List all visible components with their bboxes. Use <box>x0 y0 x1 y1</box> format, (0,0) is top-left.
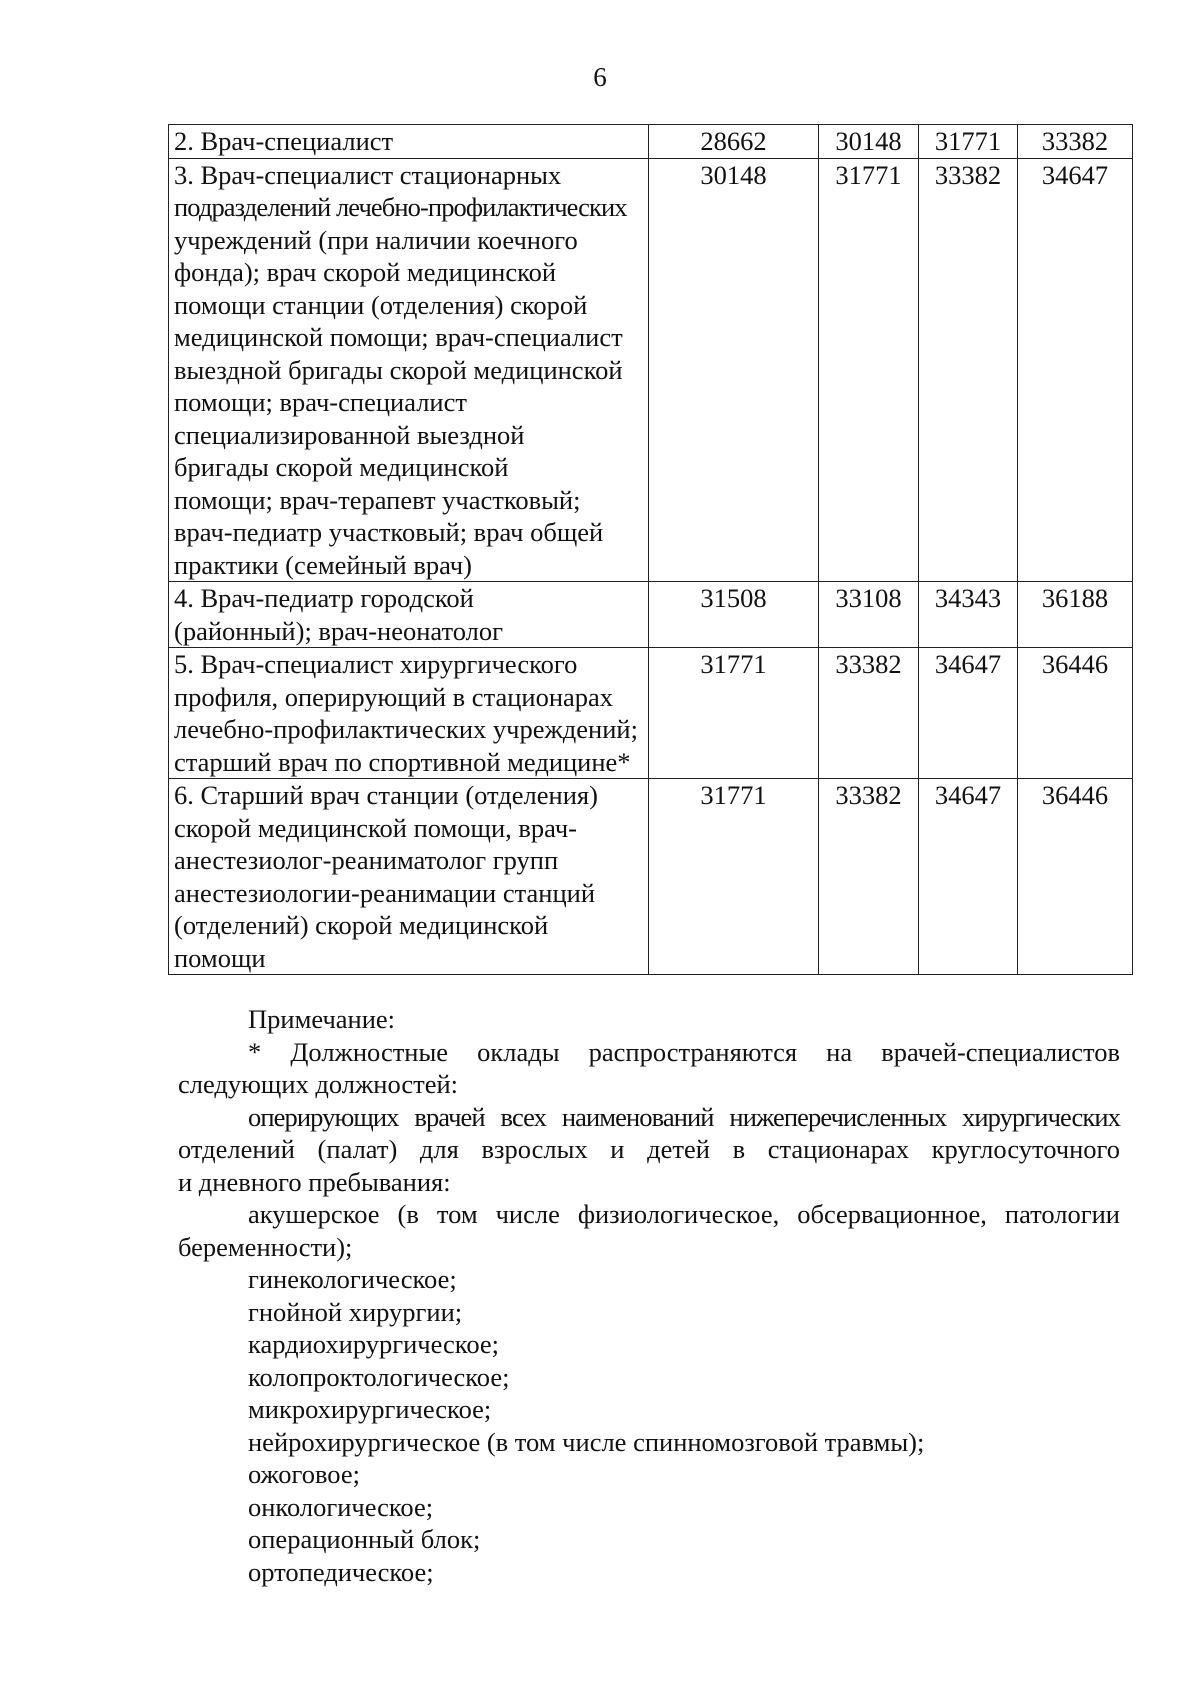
department-list-item: колопроктологическое; <box>248 1361 510 1392</box>
position-name-line: старший врач по спортивной медицине* <box>174 746 631 777</box>
position-name-line: 6. Старший врач станции (отделения) <box>174 780 598 810</box>
salary-value-cell: 33382 <box>919 158 1018 582</box>
department-list-item: микрохирургическое; <box>248 1394 492 1424</box>
table-row <box>169 125 1133 159</box>
salary-table <box>168 124 1133 975</box>
position-name-cell <box>169 648 649 779</box>
salary-value-cell: 34647 <box>1018 158 1133 582</box>
department-list-item: онкологическое; <box>248 1491 434 1522</box>
position-name-line: врач-педиатр участковый; врач общей <box>174 517 604 547</box>
salary-table-body <box>169 125 1133 975</box>
salary-value-cell: 30148 <box>649 158 819 582</box>
position-name-line: фонда); врач скорой медицинской <box>174 257 557 287</box>
position-name-line: анестезиологии-реанимации станций <box>174 877 596 908</box>
position-name-line: помощи <box>174 942 266 973</box>
salary-value-cell: 34647 <box>919 648 1018 779</box>
position-name-line: бригады скорой медицинской <box>174 452 509 482</box>
salary-value-cell: 36188 <box>1018 582 1133 648</box>
department-list-item: кардиохирургическое; <box>248 1329 500 1359</box>
note-line: беременности); <box>178 1231 353 1262</box>
position-name-line: помощи станции (отделения) скорой <box>174 289 588 320</box>
salary-value-cell: 33108 <box>819 582 919 648</box>
note-line: отделений (палат) для взрослых и детей в стационарах круглосуточного <box>178 1134 1120 1164</box>
position-name-line: подразделений лечебно-профилактических <box>174 192 627 222</box>
position-name-line: выездной бригады скорой медицинской <box>174 354 623 385</box>
table-row <box>169 158 1133 582</box>
salary-value-cell: 31771 <box>649 779 819 975</box>
position-name-line: помощи; врач-терапевт участковый; <box>174 484 581 515</box>
position-name-cell <box>169 125 649 159</box>
position-name-line: специализированной выездной <box>174 419 525 450</box>
department-list-item: ожоговое; <box>248 1459 360 1489</box>
salary-value-cell: 33382 <box>819 779 919 975</box>
salary-value-cell: 34343 <box>919 582 1018 648</box>
table-row <box>169 582 1133 648</box>
position-name-line: помощи; врач-специалист <box>174 387 467 417</box>
page-number: 6 <box>593 62 607 92</box>
department-list-item: гнойной хирургии; <box>248 1296 463 1327</box>
position-name-cell <box>169 779 649 975</box>
salary-value-cell: 36446 <box>1018 648 1133 779</box>
position-name-line: медицинской помощи; врач-специалист <box>174 322 623 352</box>
note-line: акушерское (в том числе физиологическое, обсервационное, патологии <box>248 1199 1120 1229</box>
position-name-line: (отделений) скорой медицинской <box>174 910 549 940</box>
salary-value-cell: 36446 <box>1018 779 1133 975</box>
note-line: следующих должностей: <box>178 1069 459 1099</box>
salary-value-cell: 28662 <box>649 125 819 159</box>
salary-value-cell: 31771 <box>819 158 919 582</box>
position-name-line: 5. Врач-специалист хирургического <box>174 649 578 679</box>
note-line: и дневного пребывания: <box>178 1166 451 1197</box>
salary-value-cell: 30148 <box>819 125 919 159</box>
position-name-line: скорой медицинской помощи, врач- <box>174 812 577 843</box>
salary-value-cell: 31771 <box>919 125 1018 159</box>
position-name-line: 4. Врач-педиатр городской <box>174 583 474 613</box>
note-line: * Должностные оклады распространяются на врачей-специалистов <box>248 1036 1120 1067</box>
salary-value-cell: 33382 <box>1018 125 1133 159</box>
position-name-line: практики (семейный врач) <box>174 549 472 580</box>
note-section <box>178 1003 1120 1588</box>
position-name-cell <box>169 158 649 582</box>
position-name-line: 2. Врач-специалист <box>174 126 394 156</box>
position-name-line: профиля, оперирующий в стационарах <box>174 681 614 712</box>
salary-value-cell: 31771 <box>649 648 819 779</box>
position-name-line: учреждений (при наличии коечного <box>174 224 578 255</box>
position-name-cell <box>169 582 649 648</box>
table-row <box>169 779 1133 975</box>
department-list-item: гинекологическое; <box>248 1264 457 1294</box>
salary-value-cell: 31508 <box>649 582 819 648</box>
department-list <box>178 1263 1120 1588</box>
department-list-item: ортопедическое; <box>248 1556 434 1587</box>
position-name-line: 3. Врач-специалист стационарных <box>174 159 562 190</box>
department-list-item: нейрохирургическое (в том числе спинномозговой травмы); <box>248 1426 925 1457</box>
note-heading: Примечание: <box>248 1004 396 1034</box>
position-name-line: (районный); врач-неонатолог <box>174 615 503 646</box>
salary-value-cell: 33382 <box>819 648 919 779</box>
salary-value-cell: 34647 <box>919 779 1018 975</box>
note-line: оперирующих врачей всех наименований нижеперечисленных хирургических <box>248 1101 1120 1132</box>
position-name-line: анестезиолог-реаниматолог групп <box>174 845 559 875</box>
table-row <box>169 648 1133 779</box>
department-list-item: операционный блок; <box>248 1524 481 1554</box>
position-name-line: лечебно-профилактических учреждений; <box>174 714 638 744</box>
